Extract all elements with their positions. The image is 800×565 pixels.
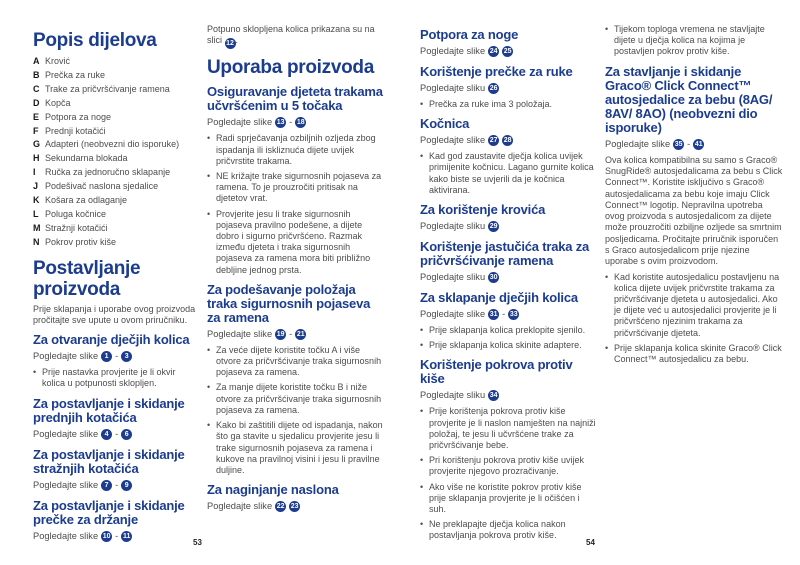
subsection-heading: Za naginjanje naslona <box>207 482 339 498</box>
page-number: 54 <box>586 538 595 547</box>
bullet-text: Kad koristite autosjedalicu postavljenu na kolica dijete uvijek pričvrstite trakama za pričvršćivanje djeteta u autosjedalici. Ako je dijete već u autosjedalici provjerite je li pričvršćeno njezinim trakama za pričvršćivanje djeteta. <box>614 271 780 338</box>
paragraph-suffix: . <box>235 35 239 46</box>
section-heading: Uporaba proizvoda <box>207 57 374 79</box>
bullet-marker: • <box>420 325 424 336</box>
bullet-marker: • <box>207 344 211 355</box>
bullet-item <box>605 272 784 339</box>
see-figures-line <box>420 271 597 284</box>
figure-badge: 21 <box>296 330 305 338</box>
bullet-text: Prije sklapanja kolica preklopite sjenilo. <box>429 325 586 336</box>
bullet-marker: • <box>420 481 424 492</box>
part-item <box>33 55 201 69</box>
bullet-marker: • <box>207 208 211 219</box>
part-key: H <box>33 153 40 164</box>
part-key: D <box>33 97 40 108</box>
bullet-marker: • <box>420 340 424 351</box>
figure-range-dash: - <box>289 117 293 128</box>
part-key: M <box>33 222 41 233</box>
bullet-marker: • <box>605 24 609 34</box>
part-item <box>33 125 201 139</box>
bullet-marker: • <box>420 99 424 109</box>
figure-badge: 24 <box>489 48 498 55</box>
figure-badge: 28 <box>503 137 512 145</box>
figure-range-dash: - <box>687 138 691 149</box>
figure-badge: 22 <box>276 503 285 511</box>
figure-badge: 30 <box>489 274 498 282</box>
page-column <box>33 30 201 547</box>
figure-badge: 33 <box>509 311 518 319</box>
page-column <box>207 24 386 517</box>
figure-badge: 4 <box>101 429 112 440</box>
part-item <box>33 208 201 222</box>
part-label: Pokrov protiv kiše <box>45 236 117 247</box>
bullet-text: Ne preklapajte dječja kolica nakon postavljanja pokrova protiv kiše. <box>429 519 566 541</box>
part-label: Krović <box>45 56 71 66</box>
see-figures-line <box>207 500 386 513</box>
bullet-item <box>420 455 597 477</box>
part-key: F <box>33 125 39 136</box>
see-figures-line <box>33 428 201 441</box>
subsection-heading: Korištenje jastučića traka za pričvršćivanje ramena <box>420 239 590 269</box>
see-figures-label: Pogledajte sliku <box>420 390 486 401</box>
bullet-item <box>420 519 597 541</box>
part-label: Stražnji kotačići <box>45 222 108 233</box>
see-figures-label: Pogledajte slike <box>207 117 273 128</box>
part-key: L <box>33 208 39 219</box>
part-item <box>33 222 201 236</box>
bullet-marker: • <box>207 133 211 144</box>
figure-badge: 13 <box>276 119 285 127</box>
see-figures-label: Pogledajte slike <box>207 328 273 339</box>
subsection-heading: Za korištenje krovića <box>420 202 546 218</box>
part-key: N <box>33 236 40 247</box>
bullet-text: Prečka za ruke ima 3 položaja. <box>429 99 553 109</box>
part-key: B <box>33 69 40 80</box>
part-label: Sekundarna blokada <box>45 153 128 164</box>
figure-badge: 3 <box>121 351 132 362</box>
part-item <box>33 97 201 111</box>
figure-range-dash: - <box>115 428 119 439</box>
bullet-item <box>605 24 784 58</box>
bullet-text: Kad god zaustavite dječja kolica uvijek primijenite kočnicu. Lagano gurnite kolica kako biste se uvjerili da je kočnica aktivirana. <box>429 151 594 195</box>
part-key: J <box>33 181 39 192</box>
bullet-text: Pri korištenju pokrova protiv kiše uvijek provjerite njegovo prozračivanje. <box>429 455 585 477</box>
subsection-heading: Za stavljanje i skidanje Graco® Click Connect™ autosjedalice za bebu (8AG/ 8AV/ 8AO) (neobvezni dio isporuke) <box>605 63 773 135</box>
bullet-item <box>420 325 597 336</box>
figure-range-dash: - <box>289 328 293 339</box>
bullet-text: Ako više ne koristite pokrov protiv kiše prije sklapanja provjerite je li očišćen i suh. <box>429 481 582 515</box>
bullet-marker: • <box>605 271 609 282</box>
part-item <box>33 180 201 194</box>
part-key: I <box>33 167 36 178</box>
bullet-marker: • <box>33 367 37 378</box>
figure-badge: 12 <box>225 38 236 49</box>
see-figures-line <box>420 308 597 321</box>
bullet-item <box>420 406 597 451</box>
subsection-heading: Korištenje prečke za ruke <box>420 64 573 79</box>
figure-badge: 41 <box>694 140 703 148</box>
bullet-text: Prije nastavka provjerite je li okvir kolica u potpunosti sklopljen. <box>42 367 176 389</box>
part-key: E <box>33 111 40 122</box>
subsection-heading: Za postavljanje i skidanje prečke za držanje <box>33 497 185 527</box>
part-item <box>33 111 201 125</box>
see-figures-line <box>33 479 201 492</box>
bullet-text: NE križajte trake sigurnosnih pojaseva za ramena. To je prouzročiti pritisak na djetetov vrat. <box>216 171 382 204</box>
page-column <box>420 28 597 546</box>
page-number: 53 <box>193 538 202 547</box>
paragraph-text: Prije sklapanja i uporabe ovog proizvoda pročitajte sve upute u ovom priručniku. <box>33 303 196 325</box>
see-figures-label: Pogledajte slike <box>420 135 486 146</box>
bullet-marker: • <box>207 382 211 393</box>
figure-badge: 19 <box>276 330 285 338</box>
figure-badge: 35 <box>674 140 683 148</box>
bullet-marker: • <box>420 519 424 530</box>
subsection-heading: Korištenje pokrova protiv kiše <box>420 357 573 387</box>
figure-badge: 11 <box>123 532 131 540</box>
bullet-marker: • <box>420 455 424 466</box>
paragraph <box>207 24 386 49</box>
see-figures-line <box>33 530 201 543</box>
figure-badge: 1 <box>101 351 112 362</box>
figure-badge: 18 <box>296 119 305 127</box>
part-key: C <box>33 83 40 94</box>
paragraph-text: Ova kolica kompatibilna su samo s Graco® SnugRide® autosjedalicama za bebu s Click Connect™. Koristite isključivo s Graco® autosjedalicama za bebu koje imaju Click Connect™ logotip. Nepravilna upotreba ovog proizvoda s autosjedalicom za dijete može prouzročiti ozbiljne ozljede sa smrtnim posljedicama. Pročitajte priručnik isporučen s Graco autosjedalicom prije njezine uporabe s ovim proizvodom. <box>605 154 783 267</box>
bullet-marker: • <box>420 406 424 417</box>
part-label: Adapteri (neobvezni dio isporuke) <box>45 139 180 150</box>
bullet-item <box>420 482 597 516</box>
bullet-text: Provjerite jesu li trake sigurnosnih pojaseva pravilno podešene, a dijete dobro i sigurno pričvršćeno. Razmak između djeteta i traka sigurnosnih pojaseva za ramena mora biti približno debljine jednog prsta. <box>216 208 371 275</box>
part-item <box>33 69 201 83</box>
bullet-item <box>207 345 386 379</box>
part-key: K <box>33 195 40 206</box>
bullet-text: Prije sklapanja kolica skinite Graco® Click Connect™ autosjedalicu za bebu. <box>614 342 782 364</box>
part-label: Košara za odlaganje <box>45 195 128 206</box>
figure-badge: 27 <box>489 137 498 145</box>
figure-badge: 23 <box>290 503 299 511</box>
bullet-marker: • <box>605 342 609 353</box>
part-item <box>33 152 201 166</box>
figure-badge: 31 <box>489 311 498 319</box>
see-figures-label: Pogledajte slike <box>33 428 99 439</box>
figure-range-dash: - <box>502 309 506 320</box>
part-key: A <box>33 56 40 66</box>
see-figures-label: Pogledajte sliku <box>420 272 486 283</box>
figure-badge: 29 <box>489 223 498 231</box>
figure-badge: 6 <box>121 429 132 440</box>
subsection-heading: Za otvaranje dječjih kolica <box>33 332 190 348</box>
figure-badge: 10 <box>102 532 111 540</box>
see-figures-line <box>207 328 386 341</box>
see-figures-line <box>33 350 201 363</box>
see-figures-line <box>420 389 597 402</box>
see-figures-label: Pogledajte slike <box>207 501 273 512</box>
part-label: Podešivač naslona sjedalice <box>45 181 159 192</box>
part-item <box>33 194 201 208</box>
see-figures-label: Pogledajte slike <box>33 479 99 490</box>
see-figures-line <box>420 134 597 147</box>
see-figures-line <box>420 45 597 58</box>
part-item <box>33 138 201 152</box>
figure-badge: 25 <box>503 48 512 55</box>
subsection-heading: Potpora za noge <box>420 27 519 42</box>
figure-badge: 7 <box>101 480 112 491</box>
subsection-heading: Za podešavanje položaja traka sigurnosnih pojaseva za ramena <box>207 281 371 325</box>
part-label: Prečka za ruke <box>45 69 106 80</box>
part-label: Prednji kotačići <box>45 125 106 136</box>
see-figures-line <box>420 220 597 233</box>
figure-range-dash: - <box>115 479 119 490</box>
bullet-item <box>207 420 386 476</box>
bullet-marker: • <box>420 151 424 162</box>
paragraph <box>605 155 784 268</box>
subsection-heading: Za sklapanje dječjih kolica <box>420 290 578 306</box>
figure-badge: 34 <box>489 392 498 400</box>
page-column <box>605 24 784 369</box>
bullet-item <box>605 343 784 365</box>
subsection-heading: Za postavljanje i skidanje stražnjih kotačića <box>33 446 185 476</box>
see-figures-label: Pogledajte slike <box>420 46 486 56</box>
bullet-item <box>420 99 597 110</box>
bullet-marker: • <box>207 171 211 182</box>
part-item <box>33 236 201 250</box>
bullet-item <box>207 171 386 205</box>
manual-page <box>400 0 800 565</box>
subsection-heading: Kočnica <box>420 116 470 132</box>
part-key: G <box>33 139 41 150</box>
see-figures-label: Pogledajte sliku <box>420 221 486 232</box>
bullet-text: Prije sklapanja kolica skinite adaptere. <box>429 340 582 351</box>
see-figures-line <box>605 138 784 151</box>
part-label: Kopča <box>45 97 71 108</box>
part-label: Ručka za jednoručno sklapanje <box>45 167 171 178</box>
bullet-item <box>33 367 201 389</box>
figure-badge: 26 <box>489 85 498 92</box>
figure-badge: 9 <box>121 480 132 491</box>
see-figures-label: Pogledajte slike <box>420 309 486 320</box>
part-item <box>33 166 201 180</box>
section-heading: Postavljanje proizvoda <box>33 257 141 300</box>
bullet-text: Kako bi zaštitili dijete od ispadanja, nakon što ga stavite u sjedalicu provjerite jesu li trake sigurnosnih pojaseva za ramena i kukove na pravilnoj visini i jesu li pravilne duljine. <box>216 420 383 475</box>
bullet-text: Tijekom toploga vremena ne stavljajte dijete u dječja kolica na kojima je postavljen pokrov protiv kiše. <box>614 24 765 57</box>
bullet-item <box>420 151 597 196</box>
part-item <box>33 83 201 97</box>
parts-list <box>33 55 201 250</box>
bullet-text: Za veće dijete koristite točku A i više otvore za pričvršćivanje traka sigurnosnih pojaseva za ramena. <box>216 344 382 378</box>
part-label: Poluga kočnice <box>45 208 107 219</box>
see-figures-line <box>207 116 386 129</box>
see-figures-label: Pogledajte sliku <box>420 83 486 93</box>
bullet-item <box>207 382 386 416</box>
part-label: Trake za pričvršćivanje ramena <box>45 83 170 94</box>
see-figures-label: Pogledajte slike <box>605 138 671 149</box>
bullet-item <box>207 133 386 167</box>
bullet-item <box>420 340 597 351</box>
subsection-heading: Osiguravanje djeteta trakama učvršćenim u 5 točaka <box>207 84 383 114</box>
bullet-text: Za manje dijete koristite točku B i niže otvore za pričvršćivanje traka sigurnosnih pojaseva za ramena. <box>216 382 382 415</box>
bullet-marker: • <box>207 420 211 431</box>
figure-range-dash: - <box>115 530 119 541</box>
part-label: Potpora za noge <box>45 111 112 122</box>
bullet-text: Radi sprječavanja ozbiljnih ozljeda zbog ispadanja ili iskliznuća dijete uvijek pričvrstite trakama. <box>216 133 376 166</box>
bullet-item <box>207 209 386 276</box>
paragraph <box>33 304 201 327</box>
see-figures-label: Pogledajte slike <box>33 530 99 541</box>
bullet-text: Prije korištenja pokrova protiv kiše provjerite je li naslon namješten na najniži položaj, te jesu li učvršćene trake za pričvršćivanje bebe. <box>429 406 596 451</box>
figure-range-dash: - <box>115 351 119 362</box>
subsection-heading: Za postavljanje i skidanje prednjih kotačića <box>33 395 185 425</box>
section-heading: Popis dijelova <box>33 30 157 51</box>
paragraph-text: Potpuno sklopljena kolica prikazana su na slici <box>207 24 375 46</box>
see-figures-line <box>420 82 597 95</box>
see-figures-label: Pogledajte slike <box>33 351 99 362</box>
